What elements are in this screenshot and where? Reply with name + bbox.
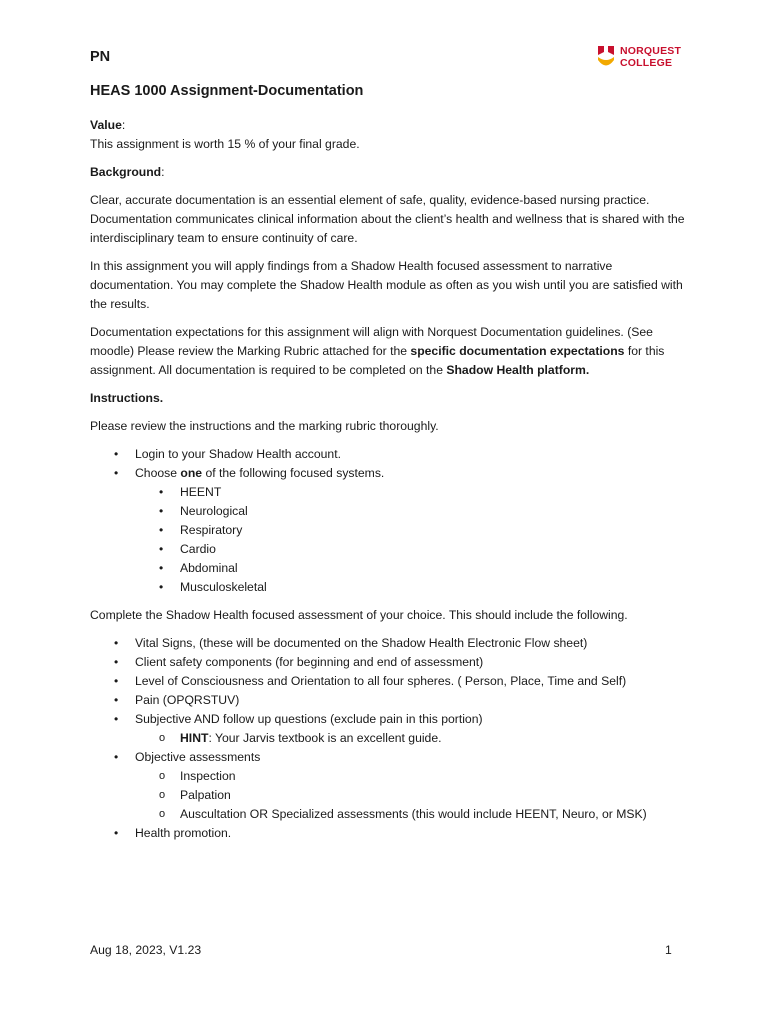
list-item: • Health promotion.: [90, 824, 690, 843]
value-heading: Value:: [90, 118, 126, 132]
objective-sublist: [135, 767, 690, 824]
list-item: • Login to your Shadow Health account.: [90, 445, 690, 464]
list-item: • HEENT: [135, 483, 690, 502]
list-item: • Pain (OPQRSTUV): [90, 691, 690, 710]
document-body: [90, 116, 690, 843]
list-item: • Musculoskeletal: [135, 578, 690, 597]
list-item: • Respiratory: [135, 521, 690, 540]
logo-line2: COLLEGE: [620, 57, 673, 69]
background-paragraph-1: Clear, accurate documentation is an essential element of safe, quality, evidence-based nursing practice. Documentation communicates clinical information about the client’s health and wellness that is shared with the interdisciplinary team to ensure continuity of care.: [90, 193, 685, 245]
background-paragraph-3: Documentation expectations for this assignment will align with Norquest Documentation guidelines. (See moodle) Please review the Marking Rubric attached for the specific documentation expectations for this assignment. All documentation is required to be completed on the Shadow Health platform.: [90, 325, 665, 377]
list-item: o Auscultation OR Specialized assessments (this would include HEENT, Neuro, or MSK): [135, 805, 690, 824]
list-item: • Choose one of the following focused systems. • HEENT • Neurological • Respiratory • Cardio • Abdominal • Musculoskeletal: [90, 464, 690, 597]
background-paragraph-2: In this assignment you will apply findings from a Shadow Health focused assessment to narrative documentation. You may complete the Shadow Health module as often as you wish until you are satisfied with the results.: [90, 259, 683, 311]
list-item: • Neurological: [135, 502, 690, 521]
background-heading: Background:: [90, 165, 165, 179]
steps-list: [90, 445, 690, 597]
subjective-sublist: [135, 729, 690, 748]
document-title: HEAS 1000 Assignment-Documentation: [90, 83, 364, 99]
footer-date: Aug 18, 2023, V1.23: [90, 943, 202, 957]
norquest-logo-icon: [597, 45, 615, 69]
list-item: • Client safety components (for beginning and end of assessment): [90, 653, 690, 672]
instructions-text: Please review the instructions and the marking rubric thoroughly.: [90, 419, 439, 433]
program-label: PN: [90, 49, 111, 65]
list-item: • Cardio: [135, 540, 690, 559]
list-item: o HINT: Your Jarvis textbook is an excellent guide.: [135, 729, 690, 748]
list-item: • Subjective AND follow up questions (exclude pain in this portion) o HINT: Your Jarvis textbook is an excellent guide.: [90, 710, 690, 748]
list-item: • Vital Signs, (these will be documented on the Shadow Health Electronic Flow sheet): [90, 634, 690, 653]
value-text: This assignment is worth 15 % of your final grade.: [90, 137, 360, 151]
norquest-logo: [597, 45, 681, 69]
instructions-heading: Instructions.: [90, 391, 164, 405]
systems-list: [135, 483, 690, 597]
assessment-list: [90, 634, 690, 843]
complete-text: Complete the Shadow Health focused assessment of your choice. This should include the following.: [90, 608, 628, 622]
list-item: o Inspection: [135, 767, 690, 786]
list-item: • Level of Consciousness and Orientation to all four spheres. ( Person, Place, Time and Self): [90, 672, 690, 691]
page-number: 1: [665, 943, 672, 957]
list-item: • Objective assessments o Inspection o Palpation o Auscultation OR Specialized assessments (this would include HEENT, Neuro, or MSK): [90, 748, 690, 824]
list-item: • Abdominal: [135, 559, 690, 578]
logo-line1: NORQUEST: [620, 45, 682, 57]
list-item: o Palpation: [135, 786, 690, 805]
